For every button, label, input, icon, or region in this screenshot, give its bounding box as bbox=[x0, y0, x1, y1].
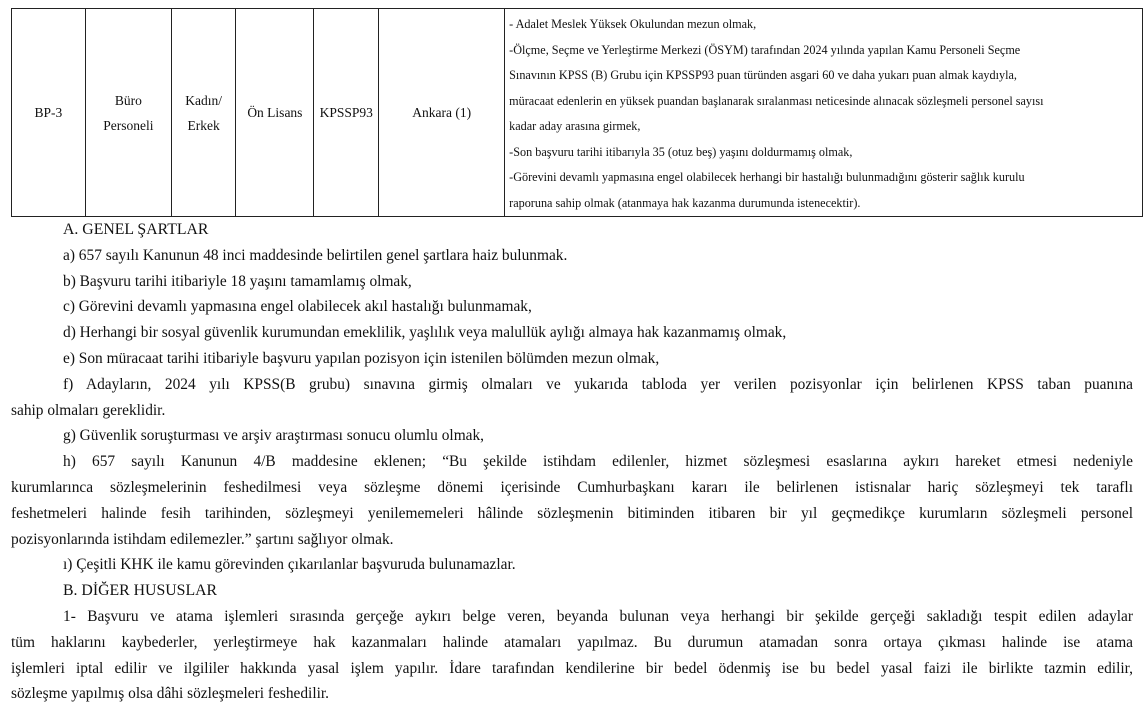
table-row bbox=[12, 9, 1143, 217]
positions-table bbox=[11, 8, 1143, 217]
gender-line: Kadın/ bbox=[185, 92, 223, 108]
position-title-line: Personeli bbox=[103, 117, 154, 133]
condition-c: c) Görevini devamlı yapmasına engel olabilecek akıl hastalığı bulunmamak, bbox=[63, 298, 532, 316]
condition-f bbox=[11, 372, 1133, 424]
general-conditions-heading: A. GENEL ŞARTLAR bbox=[63, 221, 209, 238]
requirement-line: -Son başvuru tarihi itibarıyla 35 (otuz beş) yaşını doldurmamış olmak, bbox=[509, 144, 853, 159]
document-body bbox=[11, 217, 1133, 707]
condition-a: a) 657 sayılı Kanunun 48 inci maddesinde belirtilen genel şartlara haiz bulunmak. bbox=[63, 246, 568, 264]
requirements-cell bbox=[505, 9, 1143, 217]
condition-d: d) Herhangi bir sosyal güvenlik kurumundan emeklilik, yaşlılık veya malullük aylığı almaya hak kazanmamış olmak, bbox=[63, 324, 787, 342]
requirement-line: Sınavının KPSS (B) Grubu için KPSSP93 puan türünden asgari 60 ve daha yukarı puan almak kaydıyla, bbox=[509, 68, 1017, 82]
condition-h-line: kurumlarınca sözleşmelerinin feshedilmesi veya sözleşme dönemi içerisinde Cumhurbaşkanı kararı ile belirlenen istisnalar hariç sözleşmeyi tek taraflı bbox=[11, 478, 1133, 496]
location-cell bbox=[379, 9, 505, 217]
other-item-1-line: tüm haklarını kaybederler, yerleştirmeye hak kazanmaları halinde atamaları yapılmaz. Bu durumun atamadan sonra ortaya çıkması halinde ise atama bbox=[11, 633, 1133, 651]
requirement-line: -Ölçme, Seçme ve Yerleştirme Merkezi (ÖSYM) tarafından 2024 yılında yapılan Kamu Personeli Seçme bbox=[509, 42, 1021, 57]
condition-h-line: feshetmeleri halinde fesih tarihinden, sözleşmeyi yenilememeleri hâlinde sözleşmenin bitiminden itibaren bir yıl geçmedikçe kurumların sözleşmeli personel bbox=[11, 504, 1133, 522]
condition-f-line: f) Adayların, 2024 yılı KPSS(B grubu) sınavına girmiş olmaları ve yukarıda tabloda yer verilen pozisyonlar için belirlenen KPSS taban puanına bbox=[63, 375, 1133, 393]
requirement-line: raporuna sahip olmak (atanmaya hak kazanma durumunda istenecektir). bbox=[509, 195, 861, 210]
requirement-line: - Adalet Meslek Yüksek Okulundan mezun olmak, bbox=[509, 17, 757, 31]
other-matters-heading: B. DİĞER HUSUSLAR bbox=[63, 582, 218, 600]
condition-g: g) Güvenlik soruşturması ve arşiv araştırması sonucu olumlu olmak, bbox=[63, 427, 485, 445]
condition-e: e) Son müracaat tarihi itibariyle başvuru yapılan pozisyon için istenilen bölümden mezun olmak, bbox=[63, 349, 660, 367]
position-title-cell bbox=[85, 9, 171, 217]
condition-i: ı) Çeşitli KHK ile kamu görevinden çıkarılanlar başvuruda bulunamazlar. bbox=[63, 556, 516, 574]
requirement-line: kadar aday arasına girmek, bbox=[509, 119, 641, 133]
other-item-1-line: sözleşme yapılmış olsa dâhi sözleşmeleri feshedilir. bbox=[11, 685, 329, 703]
condition-h-line: pozisyonlarında istihdam edilemezler.” şartını sağlıyor olmak. bbox=[11, 530, 394, 548]
other-item-1-line: işlemleri iptal edilir ve ilgililer hakkında yasal işlem yapılır. İdare tarafından kendilerine bir bedel ödenmiş ise bu bedel yasal faizi ile birlikte tazmin edilir, bbox=[11, 659, 1133, 677]
requirement-line: -Görevini devamlı yapmasına engel olabilecek herhangi bir hastalığı bulunmadığını gösterir sağlık kurulu bbox=[509, 170, 1025, 184]
requirement-line: müracaat edenlerin en yüksek puandan başlanarak sıralanması neticesinde alınacak sözleşmeli personel sayısı bbox=[509, 93, 1044, 108]
condition-h bbox=[11, 449, 1133, 552]
position-code: BP-3 bbox=[34, 105, 63, 120]
condition-b: b) Başvuru tarihi itibariyle 18 yaşını tamamlamış olmak, bbox=[63, 272, 412, 290]
condition-h-line: h) 657 sayılı Kanunun 4/B maddesine eklenen; “Bu şekilde istihdam edilenler, hizmet sözleşmesi esaslarına aykırı hareket etmesi nedeniyle bbox=[63, 453, 1133, 471]
education-level: Ön Lisans bbox=[247, 105, 303, 120]
location: Ankara (1) bbox=[412, 105, 472, 120]
education-cell bbox=[236, 9, 314, 217]
gender-cell bbox=[171, 9, 235, 217]
condition-f-line: sahip olmaları gereklidir. bbox=[11, 401, 166, 419]
score-type-cell bbox=[314, 9, 379, 217]
position-title-line: Büro bbox=[114, 92, 142, 108]
other-item-1-line: 1- Başvuru ve atama işlemleri sırasında gerçeğe aykırı belge veren, beyanda bulunan veya herhangi bir şekilde gerçeği sakladığı tespit edilen adaylar bbox=[63, 607, 1133, 625]
gender-line: Erkek bbox=[187, 117, 220, 133]
position-code-cell bbox=[12, 9, 86, 217]
score-type: KPSSP93 bbox=[319, 105, 373, 120]
other-item-1 bbox=[11, 604, 1133, 707]
